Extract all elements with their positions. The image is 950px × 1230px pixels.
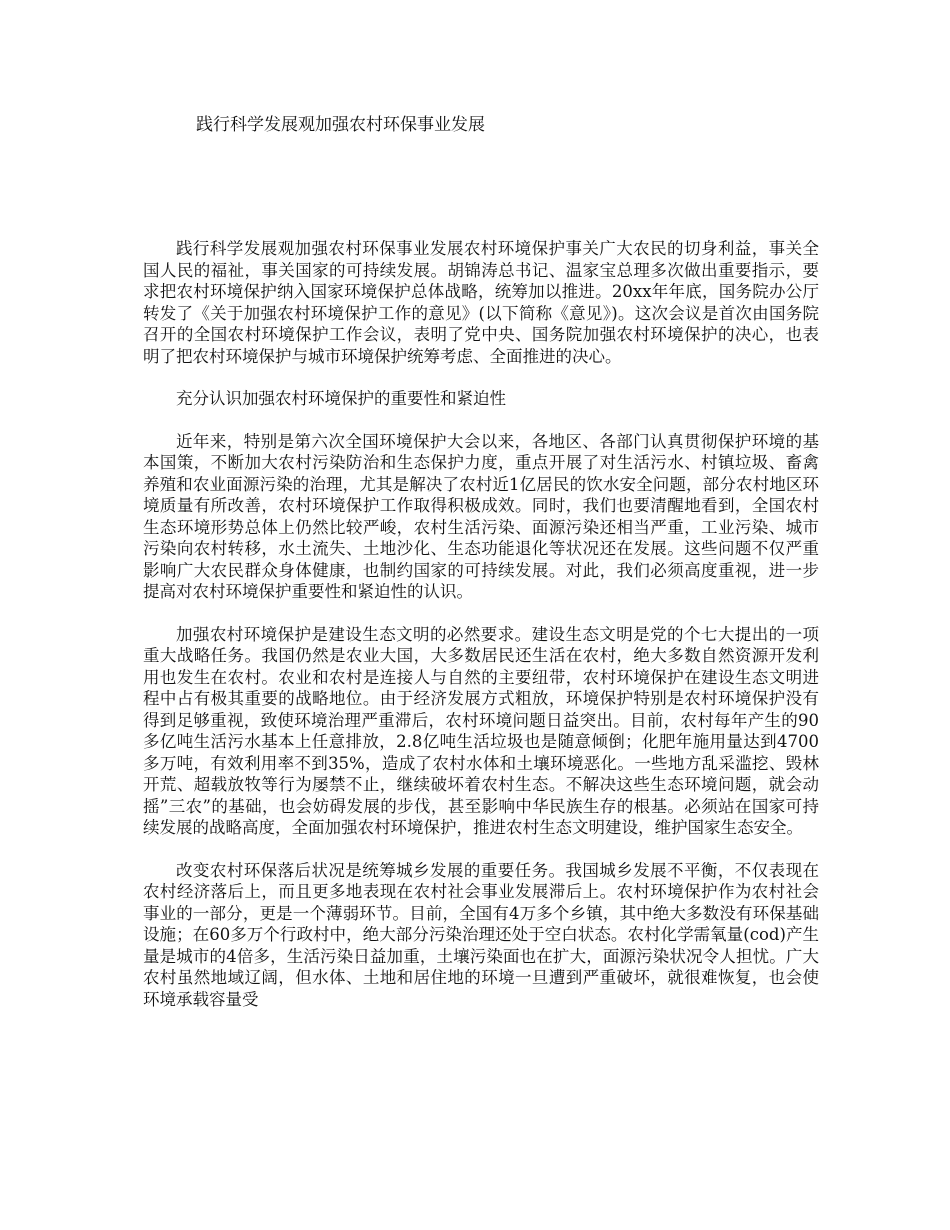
paragraph-recent-years: 近年来，特别是第六次全国环境保护大会以来，各地区、各部门认真贯彻保护环境的基本国策，不断加大农村污染防治和生态保护力度，重点开展了对生活污水、村镇垃圾、畜禽养殖和农业面源污染的治理，尤其是解决了农村近1亿居民的饮水安全问题，部分农村地区环境质量有所改善，农村环境保护工作取得积极成效。同时，我们也要清醒地看到，全国农村生态环境形势总体上仍然比较严峻，农村生活污染、面源污染还相当严重，工业污染、城市污染向农村转移，水土流失、土地沙化、生态功能退化等状况还在发展。这些问题不仅严重影响广大农民群众身体健康，也制约国家的可持续发展。对此，我们必须高度重视，进一步提高对农村环境保护重要性和紧迫性的认识。 xyxy=(143,431,819,601)
section-heading: 充分认识加强农村环境保护的重要性和紧迫性 xyxy=(176,389,506,408)
document-title: 践行科学发展观加强农村环保事业发展 xyxy=(196,115,485,135)
document-body xyxy=(143,238,819,1010)
paragraph-intro: 践行科学发展观加强农村环保事业发展农村环境保护事关广大农民的切身利益，事关全国人民的福祉，事关国家的可持续发展。胡锦涛总书记、温家宝总理多次做出重要指示，要求把农村环境保护纳入国家环境保护总体战略，统筹加以推进。20xx年年底，国务院办公厅转发了《关于加强农村环境保护工作的意见》(以下简称《意见》)。这次会议是首次由国务院召开的全国农村环境保护工作会议，表明了党中央、国务院加强农村环境保护的决心，也表明了把农村环境保护与城市环境保护统筹考虑、全面推进的决心。 xyxy=(143,239,819,366)
paragraph-ecological-civilization: 加强农村环境保护是建设生态文明的必然要求。建设生态文明是党的个七大提出的一项重大战略任务。我国仍然是农业大国，大多数居民还生活在农村，绝大多数自然资源开发利用也发生在农村。农业和农村是连接人与自然的主要纽带，农村环境保护在建设生态文明进程中占有极其重要的战略地位。由于经济发展方式粗放，环境保护特别是农村环境保护没有得到足够重视，致使环境治理严重滞后，农村环境问题日益突出。目前，农村每年产生的90多亿吨生活污水基本上任意排放，2.8亿吨生活垃圾也是随意倾倒；化肥年施用量达到4700多万吨，有效利用率不到35%，造成了农村水体和土壤环境恶化。一些地方乱采滥挖、毁林开荒、超载放牧等行为屡禁不止，继续破坏着农村生态。不解决这些生态环境问题，就会动摇”三农”的基础，也会妨碍发展的步伐，甚至影响中华民族生存的根基。必须站在国家可持续发展的战略高度，全面加强农村环境保护，推进农村生态文明建设，维护国家生态安全。 xyxy=(143,624,819,837)
paragraph-urban-rural: 改变农村环保落后状况是统筹城乡发展的重要任务。我国城乡发展不平衡，不仅表现在农村经济落后上，而且更多地表现在农村社会事业发展滞后上。农村环境保护作为农村社会事业的一部分，更是一个薄弱环节。目前，全国有4万多个乡镇，其中绝大多数没有环保基础设施；在60多万个行政村中，绝大部分污染治理还处于空白状态。农村化学需氧量(cod)产生量是城市的4倍多，生活污染日益加重，土壤污染面也在扩大，面源污染状况令人担忧。广大农村虽然地域辽阔，但水体、土地和居住地的环境一旦遭到严重破坏，就很难恢复，也会使环境承载容量受 xyxy=(143,860,819,1009)
